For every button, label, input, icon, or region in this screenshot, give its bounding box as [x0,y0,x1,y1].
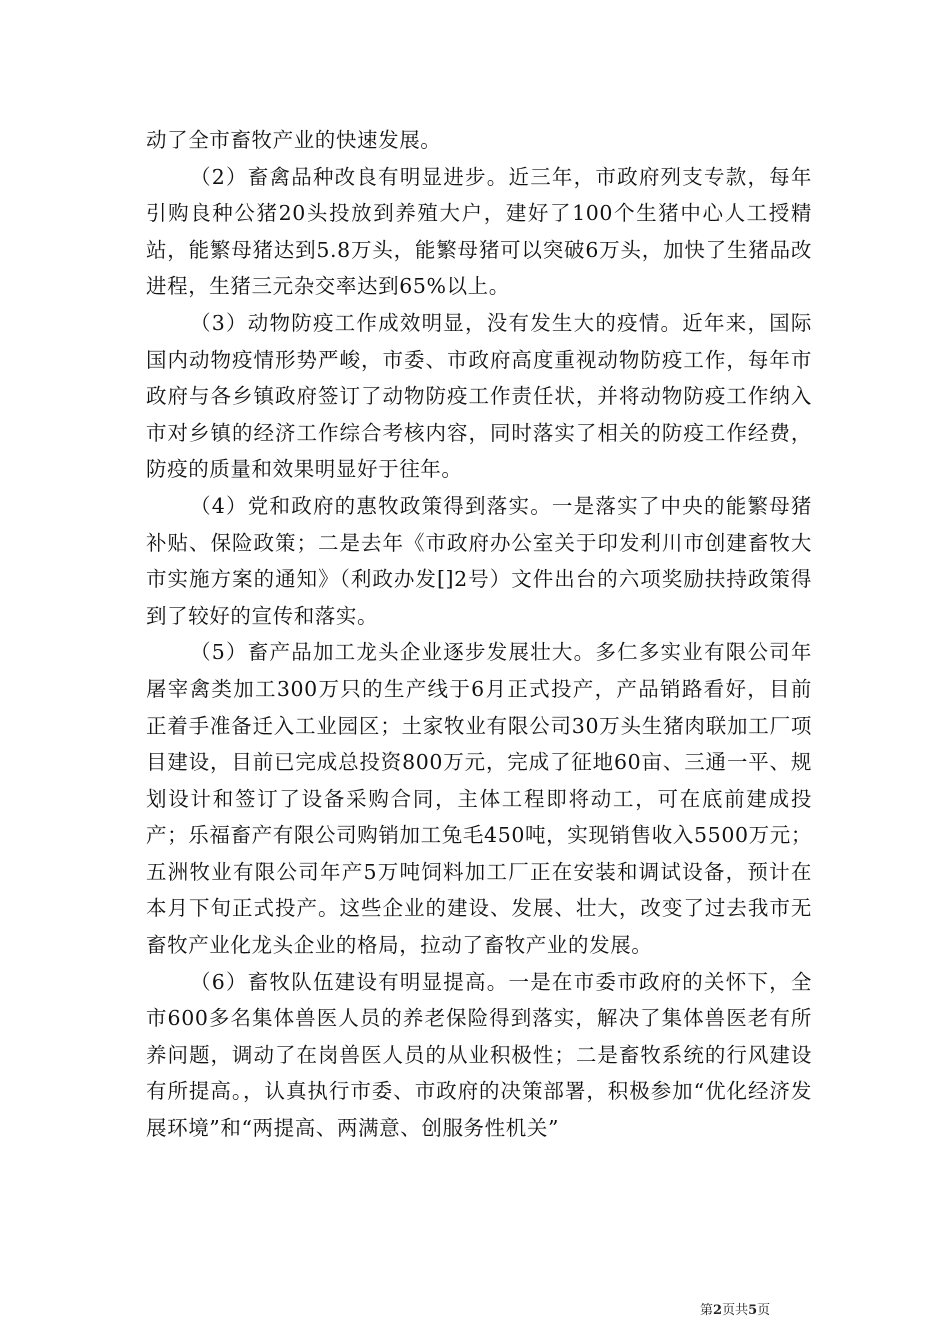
paragraph-epidemic-prevention: （3）动物防疫工作成效明显，没有发生大的疫情。近年来，国际国内动物疫情形势严峻，市委、市政府高度重视动物防疫工作，每年市政府与各乡镇政府签订了动物防疫工作责任状，并将动物防疫工作纳入市对乡镇的经济工作综合考核内容，同时落实了相关的防疫工作经费，防疫的质量和效果明显好于往年。 [146,310,812,482]
paragraph-processing-enterprises: （5）畜产品加工龙头企业逐步发展壮大。多仁多实业有限公司年屠宰禽类加工300万只的生产线于6月正式投产，产品销路看好，目前正着手准备迁入工业园区；土家牧业有限公司30万头生猪肉联加工厂项目建设，目前已完成总投资800万元，完成了征地60亩、三通一平、规划设计和签订了设备采购合同，主体工程即将动工，可在底前建成投产；乐福畜产有限公司购销加工兔毛450吨，实现销售收入5500万元；五洲牧业有限公司年产5万吨饲料加工厂正在安装和调试设备，预计在本月下旬正式投产。这些企业的建设、发展、壮大，改变了过去我市无畜牧产业化龙头企业的格局，拉动了畜牧产业的发展。 [146,640,812,958]
paragraph-breed-improvement: （2）畜禽品种改良有明显进步。近三年，市政府列支专款，每年引购良种公猪20头投放到养殖大户，建好了100个生猪中心人工授精站，能繁母猪达到5.8万头，能繁母猪可以突破6万头，加快了生猪品改进程，生猪三元杂交率达到65%以上。 [146,164,812,299]
page-number-footer [700,1302,810,1320]
paragraph-team-building: （6）畜牧队伍建设有明显提高。一是在市委市政府的关怀下，全市600多名集体兽医人员的养老保险得到落实，解决了集体兽医老有所养问题，调动了在岗兽医人员的从业积极性；二是畜牧系统的行风建设有所提高。，认真执行市委、市政府的决策部署，积极参加“优化经济发展环境”和“两提高、两满意、创服务性机关” [146,969,812,1141]
footer-suffix: 页 [757,1303,771,1318]
paragraph-policy-implementation: （4）党和政府的惠牧政策得到落实。一是落实了中央的能繁母猪补贴、保险政策；二是去年《市政府办公室关于印发利川市创建畜牧大市实施方案的通知》（利政办发[]2号）文件出台的六项奖励扶持政策得到了较好的宣传和落实。 [146,493,812,628]
footer-total-pages: 5 [748,1303,758,1318]
footer-middle: 页共 [722,1303,749,1318]
paragraph-continuation: 动了全市畜牧产业的快速发展。 [146,128,442,152]
footer-prefix: 第 [700,1303,714,1318]
document-body [146,122,812,1147]
footer-current-page: 2 [713,1303,723,1318]
